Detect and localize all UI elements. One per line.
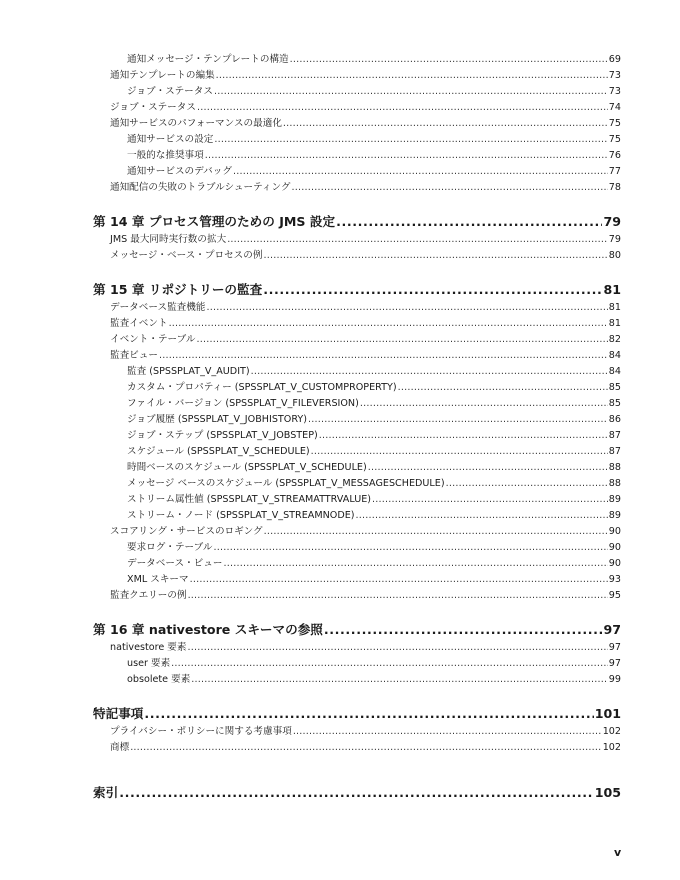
toc-entry-title: 通知サービスのパフォーマンスの最適化 bbox=[110, 118, 282, 129]
toc-entry-title: データベース監査機能 bbox=[110, 302, 206, 313]
toc-entry[interactable] bbox=[93, 180, 621, 196]
toc-page-number: 81 bbox=[603, 282, 621, 297]
toc-page-number: 85 bbox=[608, 398, 621, 409]
toc-chapter[interactable] bbox=[93, 280, 621, 300]
toc-entry[interactable] bbox=[93, 588, 621, 604]
toc-entry[interactable] bbox=[93, 740, 621, 756]
toc-entry-title: 第 16 章 nativestore スキーマの参照 bbox=[93, 622, 323, 637]
toc-page-number: 82 bbox=[608, 334, 621, 345]
toc-page-number: 81 bbox=[608, 302, 621, 313]
toc-entry[interactable] bbox=[93, 540, 621, 556]
toc-page-number: 102 bbox=[602, 726, 621, 737]
dot-leader bbox=[223, 556, 607, 572]
toc-entry[interactable] bbox=[93, 300, 621, 316]
dot-leader bbox=[205, 148, 608, 164]
toc-page-number: 69 bbox=[608, 54, 621, 65]
table-of-contents bbox=[93, 52, 621, 803]
toc-entry[interactable] bbox=[93, 524, 621, 540]
toc-page-number: 79 bbox=[608, 234, 621, 245]
toc-chapter[interactable] bbox=[93, 620, 621, 640]
toc-page-number: 93 bbox=[608, 574, 621, 585]
dot-leader bbox=[169, 316, 608, 332]
toc-page-number: 87 bbox=[608, 446, 621, 457]
toc-page-number: 78 bbox=[608, 182, 621, 193]
toc-page-number: 87 bbox=[608, 430, 621, 441]
dot-leader bbox=[144, 704, 593, 724]
dot-leader bbox=[283, 116, 608, 132]
toc-page-number: 97 bbox=[603, 622, 621, 637]
toc-entry-title: 通知サービスのデバッグ bbox=[127, 166, 232, 177]
dot-leader bbox=[293, 724, 602, 740]
toc-entry-title: 時間ベースのスケジュール (SPSSPLAT_V_SCHEDULE) bbox=[127, 462, 367, 473]
toc-page-number: 86 bbox=[608, 414, 621, 425]
toc-entry-title: ジョブ履歴 (SPSSPLAT_V_JOBHISTORY) bbox=[127, 414, 307, 425]
dot-leader bbox=[308, 412, 608, 428]
toc-entry[interactable] bbox=[93, 476, 621, 492]
toc-page-number: 73 bbox=[608, 86, 621, 97]
toc-page-number: 99 bbox=[608, 674, 621, 685]
toc-entry[interactable] bbox=[93, 492, 621, 508]
toc-entry-title: ジョブ・ステータス bbox=[127, 86, 213, 97]
toc-page-number: 97 bbox=[608, 658, 621, 669]
dot-leader bbox=[196, 332, 607, 348]
toc-entry[interactable] bbox=[93, 396, 621, 412]
toc-entry-title: メッセージ・ベース・プロセスの例 bbox=[110, 250, 263, 261]
toc-entry[interactable] bbox=[93, 672, 621, 688]
toc-entry-title: 第 15 章 リポジトリーの監査 bbox=[93, 282, 263, 297]
dot-leader bbox=[336, 212, 602, 232]
toc-entry[interactable] bbox=[93, 640, 621, 656]
dot-leader bbox=[398, 380, 608, 396]
toc-page-number: 88 bbox=[608, 462, 621, 473]
toc-entry[interactable] bbox=[93, 380, 621, 396]
toc-entry[interactable] bbox=[93, 556, 621, 572]
toc-page-number: 85 bbox=[608, 382, 621, 393]
toc-entry[interactable] bbox=[93, 116, 621, 132]
toc-entry-title: ストリーム属性値 (SPSSPLAT_V_STREAMATTRVALUE) bbox=[127, 494, 372, 505]
dot-leader bbox=[446, 476, 608, 492]
toc-chapter[interactable] bbox=[93, 212, 621, 232]
dot-leader bbox=[214, 132, 607, 148]
toc-page-number: 89 bbox=[608, 494, 621, 505]
toc-entry-title: XML スキーマ bbox=[127, 574, 189, 585]
toc-entry-title: 通知メッセージ・テンプレートの構造 bbox=[127, 54, 289, 65]
toc-entry-title: 監査ビュー bbox=[110, 350, 158, 361]
toc-entry[interactable] bbox=[93, 248, 621, 264]
toc-entry-title: データベース・ビュー bbox=[127, 558, 223, 569]
dot-leader bbox=[292, 180, 608, 196]
dot-leader bbox=[213, 540, 607, 556]
toc-entry-title: 通知サービスの設定 bbox=[127, 134, 214, 145]
toc-entry-title: イベント・テーブル bbox=[110, 334, 196, 345]
toc-entry[interactable] bbox=[93, 428, 621, 444]
dot-leader bbox=[368, 460, 608, 476]
toc-entry[interactable] bbox=[93, 348, 621, 364]
page-number: v bbox=[614, 846, 622, 859]
dot-leader bbox=[233, 164, 608, 180]
toc-entry[interactable] bbox=[93, 68, 621, 84]
toc-entry-title: プライバシー・ポリシーに関する考慮事項 bbox=[110, 726, 292, 737]
toc-page-number: 95 bbox=[608, 590, 621, 601]
toc-entry-title: メッセージ ベースのスケジュール (SPSSPLAT_V_MESSAGESCHEDULE) bbox=[127, 478, 445, 489]
toc-entry[interactable] bbox=[93, 724, 621, 740]
toc-entry[interactable] bbox=[93, 656, 621, 672]
dot-leader bbox=[188, 588, 608, 604]
toc-entry-title: 第 14 章 プロセス管理のための JMS 設定 bbox=[93, 214, 336, 229]
dot-leader bbox=[171, 656, 608, 672]
dot-leader bbox=[263, 248, 607, 264]
toc-page-number: 77 bbox=[608, 166, 621, 177]
dot-leader bbox=[159, 348, 608, 364]
toc-entry[interactable] bbox=[93, 100, 621, 116]
dot-leader bbox=[356, 508, 608, 524]
toc-entry[interactable] bbox=[93, 572, 621, 588]
toc-page-number: 76 bbox=[608, 150, 621, 161]
toc-entry-title: カスタム・プロパティー (SPSSPLAT_V_CUSTOMPROPERTY) bbox=[127, 382, 397, 393]
toc-entry[interactable] bbox=[93, 444, 621, 460]
toc-page-number: 75 bbox=[608, 118, 621, 129]
toc-entry[interactable] bbox=[93, 460, 621, 476]
toc-page-number: 89 bbox=[608, 510, 621, 521]
toc-page-number: 90 bbox=[608, 558, 621, 569]
toc-entry[interactable] bbox=[93, 508, 621, 524]
toc-entry-title: ストリーム・ノード (SPSSPLAT_V_STREAMNODE) bbox=[127, 510, 355, 521]
dot-leader bbox=[227, 232, 608, 248]
toc-chapter[interactable] bbox=[93, 783, 621, 803]
toc-page-number: 101 bbox=[594, 706, 621, 721]
toc-entry-title: JMS 最大同時実行数の拡大 bbox=[110, 234, 227, 245]
toc-entry-title: 通知配信の失敗のトラブルシューティング bbox=[110, 182, 291, 193]
toc-entry-title: 索引 bbox=[93, 785, 119, 800]
toc-entry[interactable] bbox=[93, 52, 621, 68]
toc-page-number: 75 bbox=[608, 134, 621, 145]
toc-chapter[interactable] bbox=[93, 704, 621, 724]
dot-leader bbox=[319, 428, 608, 444]
toc-entry-title: 監査クエリーの例 bbox=[110, 590, 187, 601]
toc-entry[interactable] bbox=[93, 364, 621, 380]
dot-leader bbox=[324, 620, 603, 640]
toc-entry-title: 要求ログ・テーブル bbox=[127, 542, 213, 553]
dot-leader bbox=[119, 783, 594, 803]
toc-entry-title: ジョブ・ステータス bbox=[110, 102, 196, 113]
toc-entry-title: スコアリング・サービスのロギング bbox=[110, 526, 263, 537]
toc-entry[interactable] bbox=[93, 412, 621, 428]
toc-entry[interactable] bbox=[93, 84, 621, 100]
dot-leader bbox=[311, 444, 608, 460]
toc-entry-title: 特記事項 bbox=[93, 706, 144, 721]
dot-leader bbox=[372, 492, 608, 508]
dot-leader bbox=[251, 364, 608, 380]
toc-entry-title: 商標 bbox=[110, 742, 130, 753]
toc-entry-title: 監査イベント bbox=[110, 318, 168, 329]
dot-leader bbox=[263, 280, 602, 300]
toc-page-number: 73 bbox=[608, 70, 621, 81]
toc-page-number: 97 bbox=[608, 642, 621, 653]
dot-leader bbox=[264, 524, 608, 540]
toc-page-number: 90 bbox=[608, 526, 621, 537]
toc-page-number: 79 bbox=[603, 214, 621, 229]
dot-leader bbox=[187, 640, 607, 656]
dot-leader bbox=[360, 396, 608, 412]
toc-entry[interactable] bbox=[93, 316, 621, 332]
toc-entry-title: nativestore 要素 bbox=[110, 642, 187, 653]
toc-entry-title: ジョブ・ステップ (SPSSPLAT_V_JOBSTEP) bbox=[127, 430, 318, 441]
toc-entry[interactable] bbox=[93, 132, 621, 148]
toc-entry-title: obsolete 要素 bbox=[127, 674, 191, 685]
toc-page-number: 74 bbox=[608, 102, 621, 113]
toc-entry[interactable] bbox=[93, 332, 621, 348]
toc-page-number: 84 bbox=[608, 366, 621, 377]
toc-page-number: 80 bbox=[608, 250, 621, 261]
toc-page-number: 90 bbox=[608, 542, 621, 553]
dot-leader bbox=[206, 300, 607, 316]
toc-entry-title: 通知テンプレートの編集 bbox=[110, 70, 215, 81]
toc-entry[interactable] bbox=[93, 164, 621, 180]
dot-leader bbox=[216, 68, 608, 84]
toc-entry-title: user 要素 bbox=[127, 658, 171, 669]
dot-leader bbox=[191, 672, 607, 688]
toc-entry[interactable] bbox=[93, 232, 621, 248]
toc-entry-title: 一般的な推奨事項 bbox=[127, 150, 204, 161]
toc-page-number: 84 bbox=[608, 350, 621, 361]
toc-entry-title: スケジュール (SPSSPLAT_V_SCHEDULE) bbox=[127, 446, 310, 457]
dot-leader bbox=[130, 740, 602, 756]
dot-leader bbox=[214, 84, 608, 100]
toc-page-number: 88 bbox=[608, 478, 621, 489]
dot-leader bbox=[190, 572, 608, 588]
toc-page-number: 105 bbox=[594, 785, 621, 800]
dot-leader bbox=[197, 100, 608, 116]
toc-page-number: 102 bbox=[602, 742, 621, 753]
dot-leader bbox=[290, 52, 608, 68]
toc-entry[interactable] bbox=[93, 148, 621, 164]
toc-page-number: 81 bbox=[608, 318, 621, 329]
toc-entry-title: ファイル・バージョン (SPSSPLAT_V_FILEVERSION) bbox=[127, 398, 359, 409]
toc-entry-title: 監査 (SPSSPLAT_V_AUDIT) bbox=[127, 366, 250, 377]
